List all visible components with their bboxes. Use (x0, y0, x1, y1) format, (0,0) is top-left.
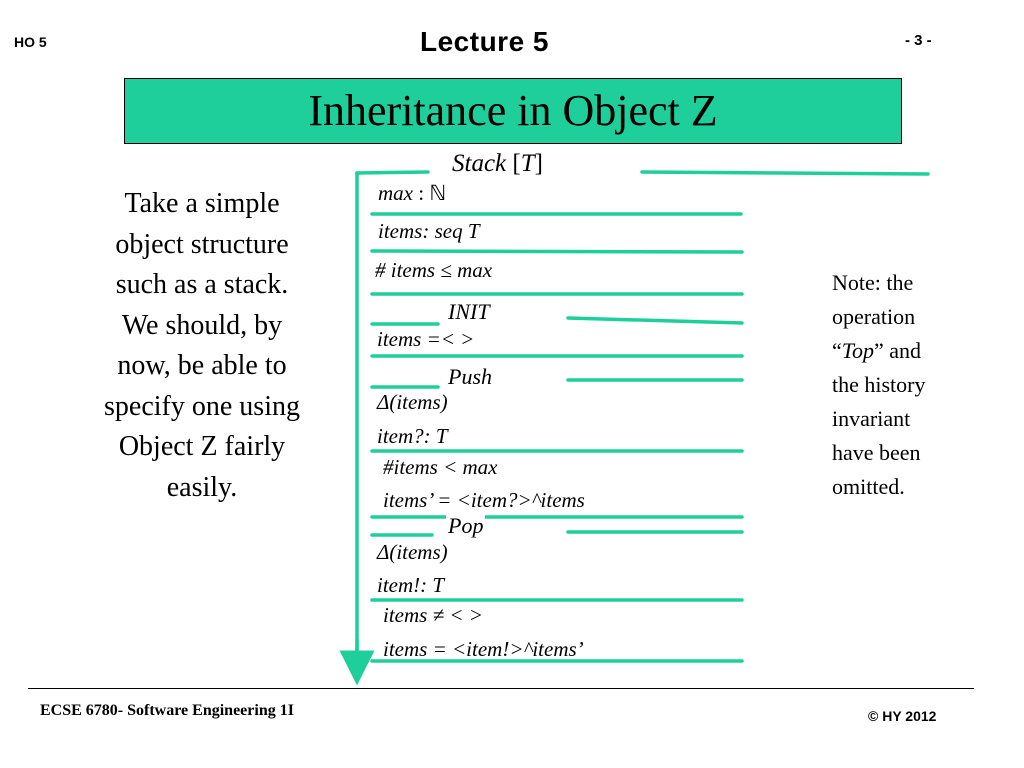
pop-precondition: items ≠ < > (383, 603, 483, 627)
lecture-title: Lecture 5 (420, 26, 549, 57)
class-name: Stack [T] (452, 150, 543, 177)
footer-copyright: © HY 2012 (868, 708, 937, 724)
push-delta: Δ(items) (377, 390, 448, 414)
pop-postcondition: items = <item!>^items’ (383, 637, 584, 661)
note-line: operation (832, 304, 916, 329)
note-line: have been (832, 440, 921, 465)
pop-output: item!: T (377, 573, 445, 597)
init-predicate: items =< > (377, 327, 475, 351)
note-line: omitted. (832, 474, 905, 499)
state-invariant: # items ≤ max (375, 258, 493, 282)
push-precondition: #items < max (383, 455, 498, 479)
pop-schema-name: Pop (448, 513, 484, 538)
init-schema-name: INIT (448, 299, 490, 324)
pop-delta: Δ(items) (377, 540, 448, 564)
intro-line: object structure (115, 228, 289, 260)
handout-label: HO 5 (14, 34, 47, 50)
state-decl-items: items: seq T (378, 219, 480, 243)
note-line: Note: the (832, 270, 914, 295)
page-number: - 3 - (905, 32, 932, 49)
intro-line: Take a simple (124, 188, 280, 219)
note-line: invariant (832, 406, 911, 431)
class-header-line-left (357, 172, 428, 173)
class-header-line-right (642, 172, 928, 174)
note-quote-open: “ (832, 338, 842, 363)
intro-line: Object Z fairly (118, 431, 286, 462)
push-postcondition: items’ = <item?>^items (383, 488, 585, 512)
note-line: the history (832, 372, 926, 397)
footer-divider (28, 688, 974, 689)
init-line-right (568, 318, 742, 323)
intro-line: easily. (166, 471, 238, 503)
state-line-2 (372, 251, 742, 252)
state-decl-max: max : ℕ (378, 181, 447, 205)
intro-line: now, be able to (117, 350, 287, 381)
intro-line: We should, by (121, 309, 283, 341)
footer-course: ECSE 6780- Software Engineering 1I (40, 702, 294, 719)
note-top-operation: Top (841, 338, 874, 363)
push-schema-name: Push (448, 364, 492, 389)
slide-title: Inheritance in Object Z (308, 86, 718, 135)
note-quote-close: ” and (873, 338, 922, 363)
intro-line: specify one using (104, 390, 300, 422)
push-input: item?: T (377, 424, 448, 448)
intro-line: such as a stack. (115, 269, 289, 300)
